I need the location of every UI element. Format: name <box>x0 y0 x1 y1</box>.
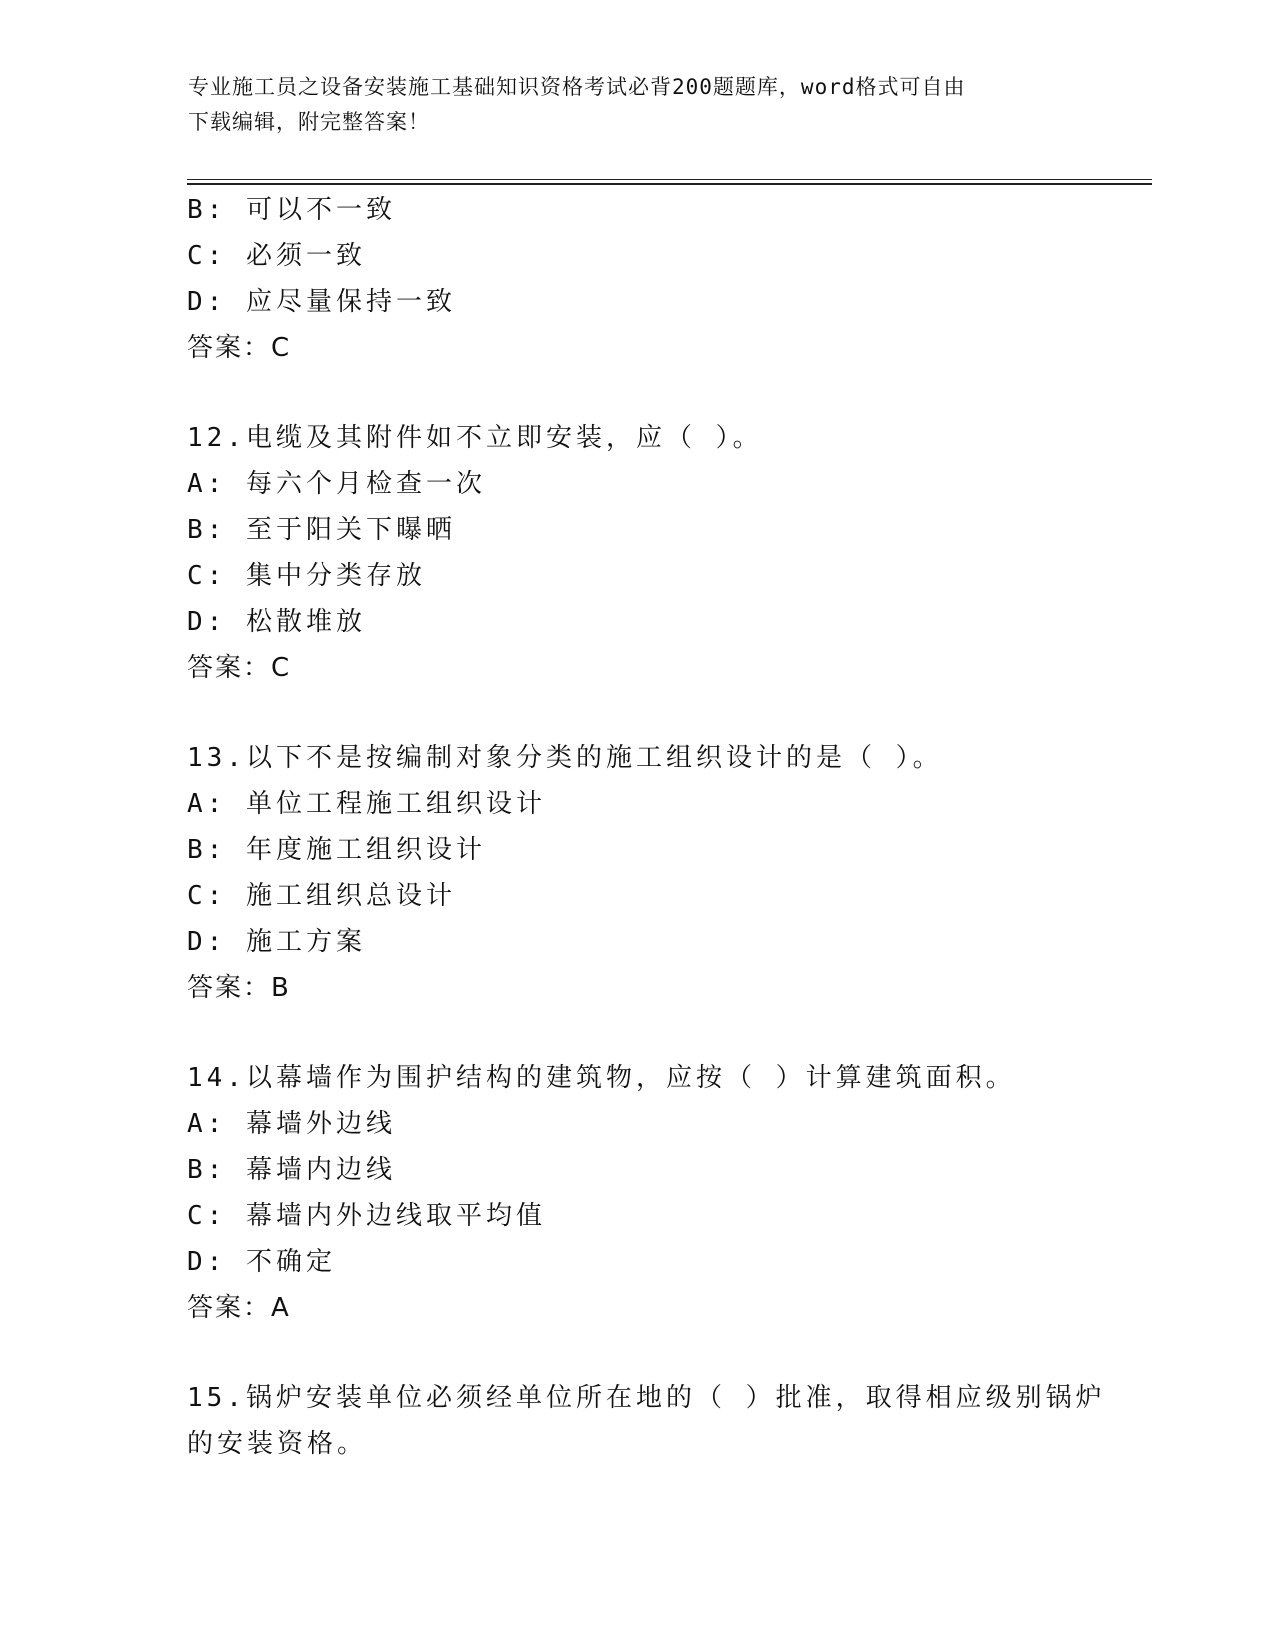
spacer <box>187 1331 1087 1375</box>
question-11 <box>187 187 1087 371</box>
q13-answer: 答案：B <box>187 973 291 1003</box>
q15-question-line-2: 的安装资格。 <box>187 1429 368 1459</box>
q12-option-c: C: 集中分类存放 <box>187 561 426 591</box>
header-line-1: 专业施工员之设备安装施工基础知识资格考试必背200题题库，word格式可自由 <box>188 75 966 99</box>
q11-option-c: C: 必须一致 <box>187 241 366 271</box>
q11-option-b: B: 可以不一致 <box>187 195 396 225</box>
question-12 <box>187 415 1087 691</box>
q11-answer: 答案：C <box>187 333 292 363</box>
q13-option-b: B: 年度施工组织设计 <box>187 835 486 865</box>
question-15 <box>187 1375 1106 1467</box>
q13-option-a: A: 单位工程施工组织设计 <box>187 789 546 819</box>
q14-question: 14.以幕墙作为围护结构的建筑物，应按（ ）计算建筑面积。 <box>187 1063 1016 1093</box>
q12-option-a: A: 每六个月检查一次 <box>187 469 486 499</box>
q15-question-line-1: 15.锅炉安装单位必须经单位所在地的（ ）批准，取得相应级别锅炉 <box>187 1383 1106 1413</box>
q14-option-c: C: 幕墙内外边线取平均值 <box>187 1201 546 1231</box>
spacer <box>187 1011 1087 1055</box>
question-13 <box>187 735 1087 1011</box>
header-line-2: 下载编辑，附完整答案！ <box>188 110 430 134</box>
header-divider-thick <box>187 183 1152 185</box>
spacer <box>187 691 1087 735</box>
header-divider-thin <box>187 179 1152 180</box>
q14-option-d: D: 不确定 <box>187 1247 336 1277</box>
q14-option-b: B: 幕墙内边线 <box>187 1155 396 1185</box>
q13-question: 13.以下不是按编制对象分类的施工组织设计的是（ ）。 <box>187 743 943 773</box>
q12-question: 12.电缆及其附件如不立即安装，应（ ）。 <box>187 423 763 453</box>
q12-option-b: B: 至于阳关下曝晒 <box>187 515 456 545</box>
q12-answer: 答案：C <box>187 653 292 683</box>
spacer <box>187 371 1087 415</box>
q13-option-c: C: 施工组织总设计 <box>187 881 456 911</box>
question-14 <box>187 1055 1087 1331</box>
document-header <box>188 70 1088 140</box>
question-list <box>187 187 1106 1467</box>
q14-option-a: A: 幕墙外边线 <box>187 1109 396 1139</box>
q12-option-d: D: 松散堆放 <box>187 607 366 637</box>
q14-answer: 答案：A <box>187 1293 291 1323</box>
q13-option-d: D: 施工方案 <box>187 927 366 957</box>
q11-option-d: D: 应尽量保持一致 <box>187 287 456 317</box>
